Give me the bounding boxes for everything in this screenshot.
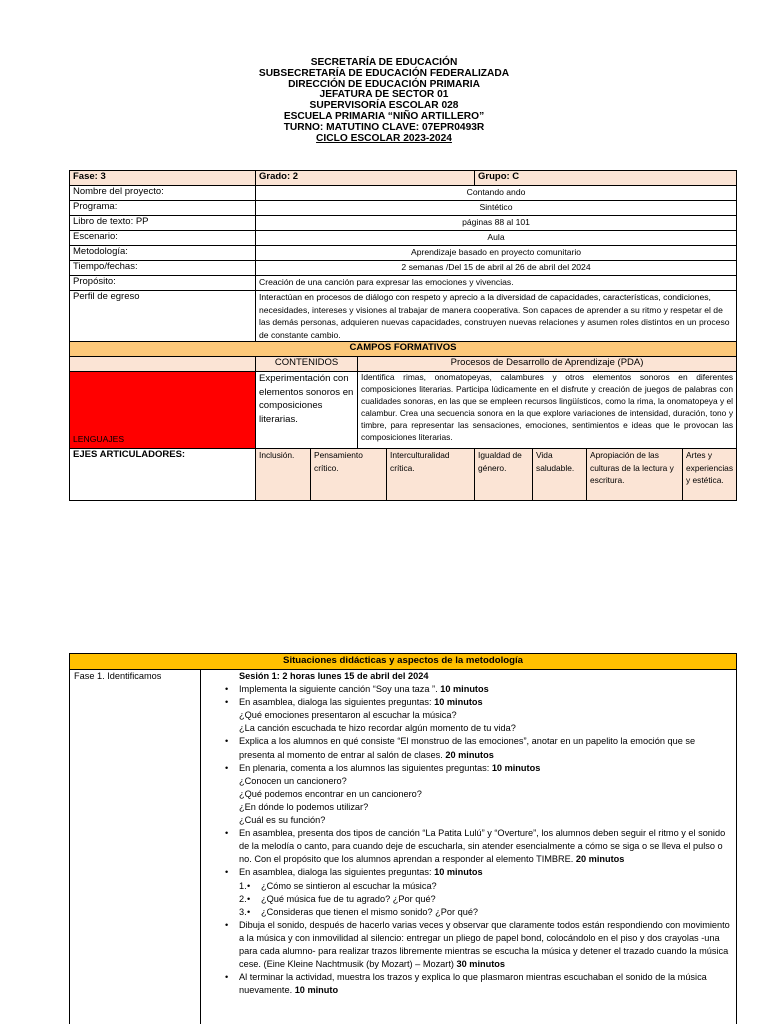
activity-item: • Implementa la siguiente canción “Soy una taza ”. 10 minutos <box>239 683 732 696</box>
plan-row-label: Metodología: <box>70 246 256 261</box>
lenguajes-row <box>70 372 737 449</box>
plan-row <box>70 201 737 216</box>
plan-row-value: Aula <box>256 231 737 246</box>
header-line: DIRECCIÓN DE EDUCACIÓN PRIMARIA <box>288 78 480 90</box>
ejes-row <box>70 449 737 501</box>
numbered-question: • 1. ¿Cómo se sintieron al escuchar la música? <box>261 880 732 893</box>
plan-row <box>70 231 737 246</box>
contenidos-header: CONTENIDOS <box>256 357 358 372</box>
header-line: SUBSECRETARÍA DE EDUCACIÓN FEDERALIZADA <box>258 67 510 79</box>
proposito-value: Creación de una canción para expresar las emociones y vivencias. <box>256 276 737 291</box>
situaciones-table <box>69 653 737 1024</box>
plan-row <box>70 186 737 201</box>
pda-header: Procesos de Desarrollo de Aprendizaje (PDA) <box>358 357 737 372</box>
plan-row-label: Tiempo/fechas: <box>70 261 256 276</box>
header-line: JEFATURA DE SECTOR 01 <box>319 89 449 101</box>
situaciones-title: Situaciones didácticas y aspectos de la metodología <box>70 654 737 670</box>
question: ¿En dónde lo podemos utilizar? <box>239 801 369 812</box>
plan-row-label: Programa: <box>70 201 256 216</box>
eje-cell: Igualdad de género. <box>475 449 533 501</box>
question: ¿La canción escuchada te hizo recordar algún momento de tu vida? <box>239 723 516 734</box>
fase-cell: Fase: 3 <box>70 171 256 186</box>
question: ¿Conocen un cancionero? <box>239 775 347 786</box>
activity-item: • En asamblea, dialoga las siguientes preguntas: 10 minutos ¿Qué emociones presentaron al escuchar la música? ¿La canción escuchada te hizo recordar algún momento de tu vida? <box>239 696 732 735</box>
plan-row-value: Sintético <box>256 201 737 216</box>
plan-table <box>69 170 737 501</box>
plan-row <box>70 216 737 231</box>
plan-row-label: Escenario: <box>70 231 256 246</box>
activity-list <box>205 683 732 997</box>
campos-row <box>70 342 737 357</box>
eje-cell: Apropiación de las culturas de la lectura y escritura. <box>587 449 683 501</box>
situaciones-body-row <box>70 670 737 1024</box>
eje-cell: Artes y experiencias y estética. <box>683 449 737 501</box>
plan-row-value: Aprendizaje basado en proyecto comunitario <box>256 246 737 261</box>
document-header <box>0 58 768 144</box>
campo-lenguajes: LENGUAJES <box>70 372 256 449</box>
proposito-row <box>70 276 737 291</box>
eje-cell: Interculturalidad crítica. <box>387 449 475 501</box>
activity-item: • En plenaria, comenta a los alumnos las siguientes preguntas: 10 minutos ¿Conocen un cancionero? ¿Qué podemos encontrar en un cancionero? ¿En dónde lo podemos utilizar? ¿Cuál es su función? <box>239 762 732 827</box>
proposito-label: Propósito: <box>70 276 256 291</box>
eje-cell: Vida saludable. <box>533 449 587 501</box>
campos-title: CAMPOS FORMATIVOS <box>70 342 737 357</box>
header-line: SECRETARÍA DE EDUCACIÓN <box>310 57 458 68</box>
header-line: SUPERVISORÍA ESCOLAR 028 <box>309 100 459 112</box>
plan-header-row <box>70 171 737 186</box>
numbered-question: • 2. ¿Qué música fue de tu agrado? ¿Por qué? <box>261 893 732 906</box>
question: ¿Qué emociones presentaron al escuchar la música? <box>239 710 457 721</box>
numbered-question: • 3. ¿Consideras que tienen el mismo sonido? ¿Por qué? <box>261 906 732 919</box>
perfil-value: Interactúan en procesos de diálogo con respeto y aprecio a la diversidad de capacidades, características, condiciones, necesidades, intereses y visiones al trabajar de manera cooperativa. Son capaces de aprender a su ritmo y respetar el de las demás personas, adquieren nuevas capacidades, construyen nuevas relaciones y asumen roles distintos en un proceso de constante cambio. <box>256 291 737 342</box>
activity-item: • Explica a los alumnos en qué consiste “El monstruo de las emociones”, anotar en un papelito la emoción que se presenta al momento de entrar al salón de clases. 20 minutos <box>239 735 732 761</box>
grado-cell: Grado: 2 <box>256 171 475 186</box>
perfil-label: Perfil de egreso <box>70 291 256 342</box>
grupo-cell: Grupo: C <box>475 171 737 186</box>
contenidos-header-row <box>70 357 737 372</box>
contenido-cell: Experimentación con elementos sonoros en composiciones literarias. <box>256 372 358 449</box>
ejes-label: EJES ARTICULADORES: <box>70 449 256 501</box>
plan-row-label: Libro de texto: PP <box>70 216 256 231</box>
plan-row <box>70 261 737 276</box>
plan-row-value: Contando ando <box>256 186 737 201</box>
situaciones-header-row <box>70 654 737 670</box>
session-content <box>201 670 737 1024</box>
activity-item: • Al terminar la actividad, muestra los trazos y explica lo que plasmaron mientras escuchaban el sonido de la música nuevamente. 10 minuto <box>239 971 732 997</box>
sesion-title: Sesión 1: 2 horas lunes 15 de abril del 2024 <box>239 671 429 681</box>
activity-item: • En asamblea, dialoga las siguientes preguntas: 10 minutos • 1. ¿Cómo se sintieron al escuchar la música? • 2. ¿Qué música fue de tu agrado? ¿Por qué? • 3. ¿Consideras que tienen el mismo sonido? ¿Por qué? <box>239 866 732 918</box>
eje-cell: Inclusión. <box>256 449 311 501</box>
campo-header-blank <box>70 357 256 372</box>
header-line: TURNO: MATUTINO CLAVE: 07EPR0493R <box>283 121 485 133</box>
numbered-questions <box>239 880 732 919</box>
question: ¿Cuál es su función? <box>239 815 326 826</box>
plan-row-label: Nombre del proyecto: <box>70 186 256 201</box>
eje-cell: Pensamiento crítico. <box>311 449 387 501</box>
activity-item: • Dibuja el sonido, después de hacerlo varias veces y observar que claramente todos están respondiendo con movimiento a la música y con inmovilidad al silencio: entregar un pliego de papel bond, colocándolo en el piso y dos crayolas -una para cada alumno- para realizar trazos libremente mientras se escucha la música y detener el trazado cuando la música cese. (Eine Kleine Nachtmusik (by Mozart) – Mozart) 30 minutos <box>239 919 732 971</box>
pda-cell: Identifica rimas, onomatopeyas, calambures y otros elementos sonoros en diferentes composiciones literarias. Participa lúdicamente en el disfrute y creación de juegos de palabras con cualidades sonoras, en las que se empleen recursos lingüísticos, como la rima, la onomatopeya y el calambur. Crea una secuencia sonora en la que explore variaciones de intensidad, duración, tono y timbre, para representar las sensaciones, emociones, sentimientos e ideas que le provocan las composiciones literarias. <box>358 372 737 449</box>
question: ¿Qué podemos encontrar en un cancionero? <box>239 788 422 799</box>
header-line-ciclo: CICLO ESCOLAR 2023-2024 <box>316 132 452 144</box>
plan-row <box>70 246 737 261</box>
plan-row-value: páginas 88 al 101 <box>256 216 737 231</box>
plan-row-value: 2 semanas /Del 15 de abril al 26 de abril del 2024 <box>256 261 737 276</box>
fase-identificamos: Fase 1. Identificamos <box>70 670 201 1024</box>
activity-item: • En asamblea, presenta dos tipos de canción “La Patita Lulú” y “Overture”, los alumnos deben seguir el ritmo y el sonido de la melodía o canto, para cuando deje de escucharla, sin atender esencialmente a cómo se siga o se lleva el pulso o no. Con el propósito que los alumnos aprendan a responder al elemento TIMBRE. 20 minutos <box>239 827 732 866</box>
perfil-row <box>70 291 737 342</box>
header-line: ESCUELA PRIMARIA “NIÑO ARTILLERO” <box>283 110 485 122</box>
